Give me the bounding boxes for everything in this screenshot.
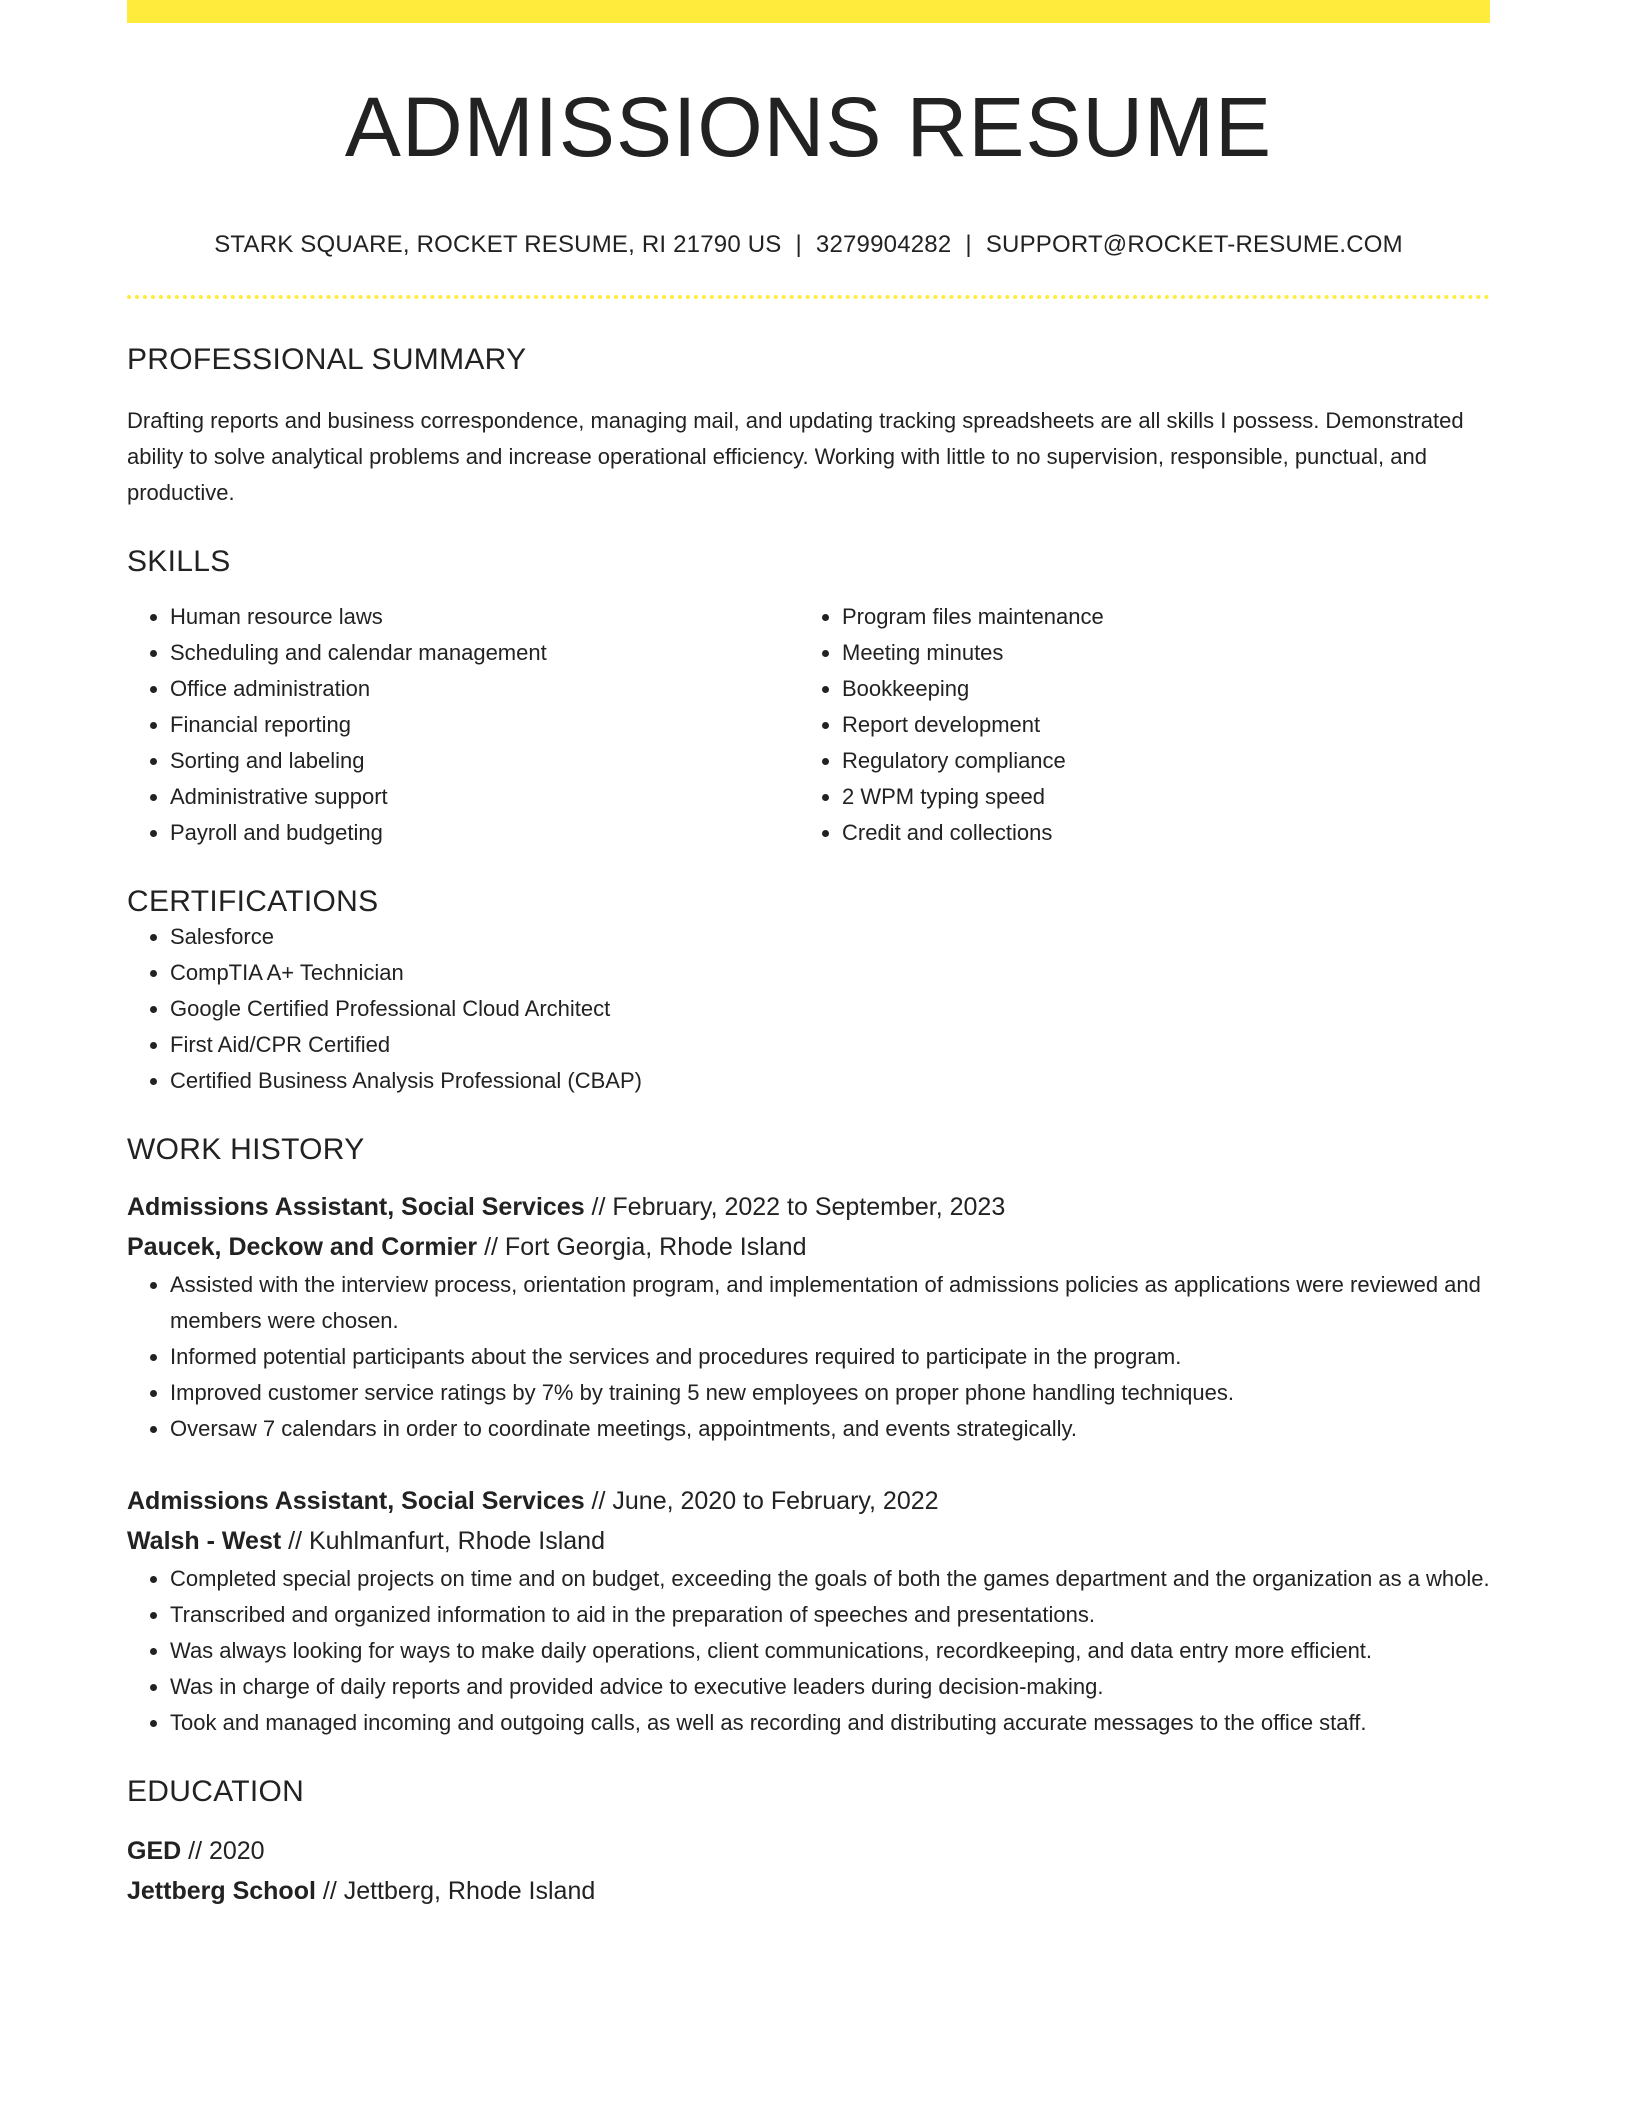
skill-item: • Payroll and budgeting	[170, 815, 799, 851]
job-role-line	[127, 1481, 1490, 1521]
education-year: // 2020	[181, 1837, 265, 1866]
job-role: Admissions Assistant, Social Services	[127, 1193, 585, 1222]
job-location: // Kuhlmanfurt, Rhode Island	[281, 1527, 605, 1556]
job-company-line	[127, 1521, 1490, 1561]
certification-item: • Certified Business Analysis Professional (CBAP)	[170, 1063, 1490, 1099]
section-title-work-history: WORK HISTORY	[127, 1133, 365, 1167]
job-dates: // June, 2020 to February, 2022	[584, 1487, 939, 1516]
job-duty-item: • Informed potential participants about the services and procedures required to participate in the program.	[170, 1339, 1490, 1375]
summary-text: Drafting reports and business correspondence, managing mail, and updating tracking spreadsheets are all skills I possess. Demonstrated ability to solve analytical problems and increase operational efficiency. Working with little to no supervision, responsible, punctual, and productive.	[127, 408, 1464, 506]
skill-item: • Bookkeeping	[842, 671, 1471, 707]
job-company-line	[127, 1227, 1490, 1267]
accent-top-bar	[127, 0, 1490, 23]
education-degree: GED	[127, 1837, 182, 1866]
job-duties-list	[127, 1561, 1490, 1741]
skill-item: • Program files maintenance	[842, 599, 1471, 635]
section-title-skills: SKILLS	[127, 545, 231, 579]
job-duty-item: • Was always looking for ways to make daily operations, client communications, recordkeeping, and data entry more efficient.	[170, 1633, 1490, 1669]
skills-columns	[127, 599, 1490, 851]
skill-item: • 2 WPM typing speed	[842, 779, 1471, 815]
skill-item: • Credit and collections	[842, 815, 1471, 851]
job-duty-item: • Took and managed incoming and outgoing calls, as well as recording and distributing accurate messages to the office staff.	[170, 1705, 1490, 1741]
certification-item: • Google Certified Professional Cloud Architect	[170, 991, 1490, 1027]
skill-item: • Meeting minutes	[842, 635, 1471, 671]
job-dates: // February, 2022 to September, 2023	[584, 1193, 1006, 1222]
job-duty-item: • Assisted with the interview process, orientation program, and implementation of admissions policies as applications were reviewed and members were chosen.	[170, 1267, 1490, 1339]
contact-phone: 3279904282	[815, 231, 952, 259]
job-role: Admissions Assistant, Social Services	[127, 1487, 585, 1516]
skill-item: • Administrative support	[170, 779, 799, 815]
certification-item: • First Aid/CPR Certified	[170, 1027, 1490, 1063]
section-title-certifications: CERTIFICATIONS	[127, 885, 379, 919]
job-entry	[127, 1187, 1490, 1447]
resume-title: ADMISSIONS RESUME	[344, 80, 1273, 174]
skill-item: • Sorting and labeling	[170, 743, 799, 779]
skill-item: • Human resource laws	[170, 599, 799, 635]
contact-email: SUPPORT@ROCKET-RESUME.COM	[985, 231, 1403, 259]
education-entry	[127, 1831, 1490, 1911]
job-company: Paucek, Deckow and Cormier	[127, 1233, 478, 1262]
education-location: // Jettberg, Rhode Island	[315, 1877, 596, 1906]
skills-list-right	[799, 599, 1471, 851]
job-duties-list	[127, 1267, 1490, 1447]
job-role-line	[127, 1187, 1490, 1227]
certification-item: • CompTIA A+ Technician	[170, 955, 1490, 991]
job-duty-item: • Improved customer service ratings by 7% by training 5 new employees on proper phone handling techniques.	[170, 1375, 1490, 1411]
job-duty-item: • Transcribed and organized information to aid in the preparation of speeches and presentations.	[170, 1597, 1490, 1633]
education-school-line	[127, 1871, 1490, 1911]
job-entry	[127, 1481, 1490, 1741]
skill-item: • Office administration	[170, 671, 799, 707]
section-title-education: EDUCATION	[127, 1775, 305, 1809]
skill-item: • Report development	[842, 707, 1471, 743]
contact-separator: |	[795, 231, 802, 259]
skill-item: • Scheduling and calendar management	[170, 635, 799, 671]
job-location: // Fort Georgia, Rhode Island	[477, 1233, 807, 1262]
education-school: Jettberg School	[127, 1877, 316, 1906]
skill-item: • Regulatory compliance	[842, 743, 1471, 779]
job-duty-item: • Completed special projects on time and on budget, exceeding the goals of both the games department and the organization as a whole.	[170, 1561, 1490, 1597]
resume-content	[127, 23, 1490, 1911]
certifications-list	[127, 919, 1490, 1099]
contact-line	[127, 231, 1490, 259]
section-title-summary: PROFESSIONAL SUMMARY	[127, 343, 527, 377]
job-duty-item: • Was in charge of daily reports and provided advice to executive leaders during decision-making.	[170, 1669, 1490, 1705]
skills-list-left	[127, 599, 799, 851]
certification-item: • Salesforce	[170, 919, 1490, 955]
contact-separator: |	[965, 231, 972, 259]
education-degree-line	[127, 1831, 1490, 1871]
job-duty-item: • Oversaw 7 calendars in order to coordinate meetings, appointments, and events strategically.	[170, 1411, 1490, 1447]
dotted-divider	[127, 295, 1490, 299]
contact-address: STARK SQUARE, ROCKET RESUME, RI 21790 US	[214, 231, 782, 259]
skill-item: • Financial reporting	[170, 707, 799, 743]
job-company: Walsh - West	[127, 1527, 282, 1556]
